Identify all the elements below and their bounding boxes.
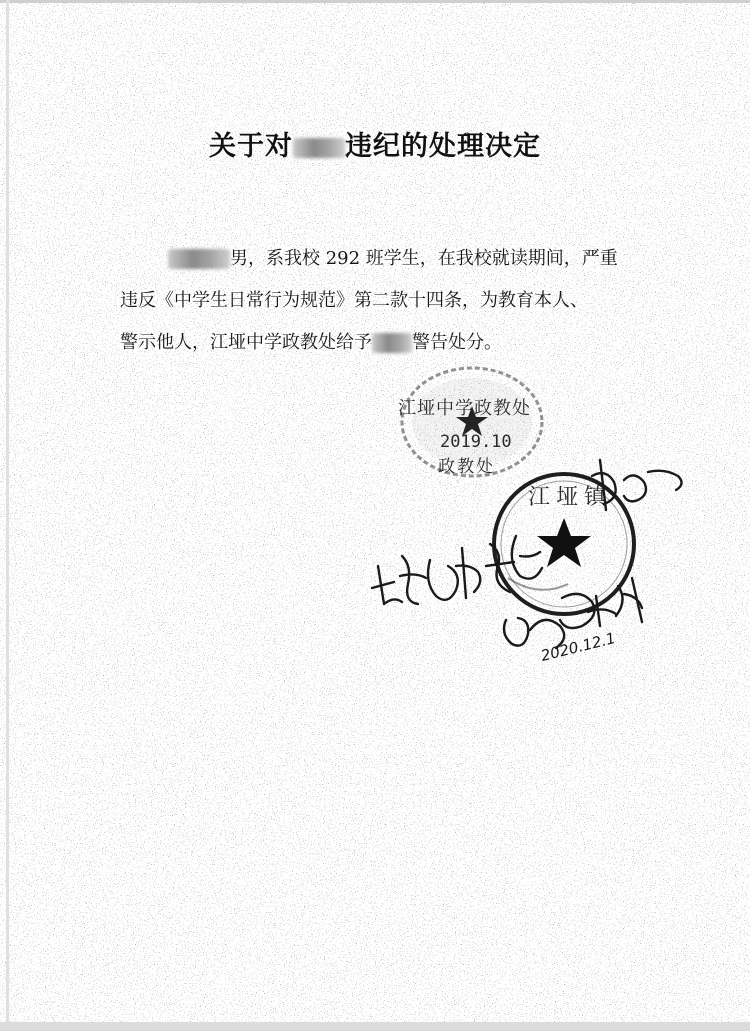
line-3-suffix: 警告处分。 — [412, 332, 502, 353]
line-3-prefix: 警示他人，江垭中学政教处给予 — [120, 332, 372, 353]
title-suffix: 违纪的处理决定 — [345, 131, 541, 162]
line-2-text: 违反《中学生日常行为规范》第二款十四条，为教育本人、 — [120, 290, 588, 311]
title-prefix: 关于对 — [209, 131, 293, 162]
office-stamp-date: 2019.10 — [440, 432, 512, 452]
signature-date: 2020.12.1 — [538, 629, 618, 665]
line-1-text: 男，系我校 292 班学生，在我校就读期间，严重 — [230, 248, 618, 269]
office-stamp-name: 江垭中学政教处 — [398, 398, 531, 419]
office-stamp-footer: 政教处 — [438, 457, 495, 477]
town-stamp-ring-text: 江垭镇 — [528, 485, 613, 510]
